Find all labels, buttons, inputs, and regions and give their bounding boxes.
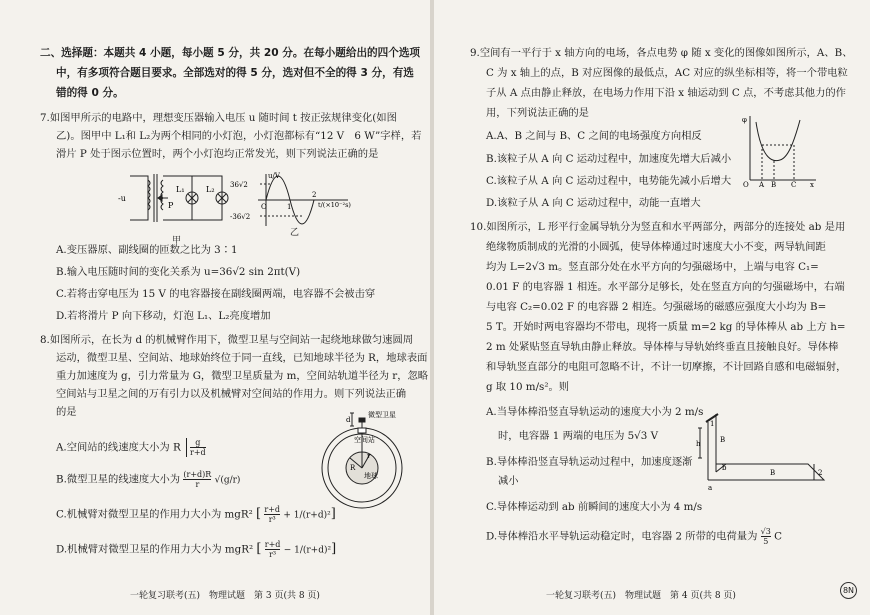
q7-fig-jia-caption: 甲 — [172, 236, 182, 246]
q10-fig-n2-label: 2 — [818, 469, 823, 477]
q8-fig-earth-label: 地球 — [364, 472, 378, 480]
q10-stem-2: 绝缘物质制成的光滑的小圆弧，使导体棒通过时速度大小不变，两导轨间距 — [486, 241, 826, 253]
q8-stem-5: 的是 — [56, 406, 77, 418]
q10-option-d-label: D.导体棒沿水平导轨运动稳定时，电容器 2 所带的电荷量为 — [486, 530, 758, 543]
q8-option-d-num: r+d — [264, 540, 281, 549]
q7-y-top-label: 36√2 — [230, 181, 248, 189]
q10-stem-7: 2 m 处紧贴竖直导轨由静止释放。导体棒与导轨始终垂直且接触良好。导体棒 — [486, 341, 839, 353]
q7-y-bot-label: -36√2 — [230, 213, 251, 221]
section-title-line-1: 二、选择题：本题共 4 小题，每小题 5 分，共 20 分。在每小题给出的四个选项 — [40, 47, 421, 59]
q9-option-a: A.A、B 之间与 B、C 之间的电场强度方向相反 — [486, 130, 702, 142]
q9-option-b: B.该粒子从 A 向 C 运动过程中，加速度先增大后减小 — [486, 153, 732, 165]
q9-graph-origin-label: O — [743, 181, 749, 188]
q8-stem-3: 重力加速度为 g，引力常量为 G，微型卫星质量为 m，空间站轨道半径为 r，忽略 — [56, 370, 429, 382]
right-page-footer: 一轮复习联考(五) 物理试题 第 4 页(共 8 页) — [546, 591, 736, 601]
q8-fig-r-label: r — [367, 452, 371, 460]
q9-option-d: D.该粒子从 A 向 C 运动过程中，动能一直增大 — [486, 197, 701, 209]
q8-stem-2: 运动，微型卫星、空间站、地球始终位于同一直线，已知地球半径为 R，地球表面 — [56, 352, 428, 364]
q8-fig-satellite-label: 微型卫星 — [368, 411, 396, 419]
q9-option-c: C.该粒子从 A 向 C 运动过程中，电势能先减小后增大 — [486, 175, 732, 187]
q7-fig-u-label: -u — [118, 194, 126, 203]
q8-option-c-num: r+d — [264, 505, 281, 514]
q8-option-b-den: r — [195, 480, 200, 489]
q8-option-b-label: B.微型卫星的线速度大小为 — [56, 473, 181, 486]
q10-stem-4: 0.01 F 的电容器 1 相连。水平部分足够长，处在竖直方向的匀强磁场中，右端 — [486, 281, 845, 293]
q9-stem-4: 用，下列说法正确的是 — [486, 107, 589, 119]
q8-option-c-label: C.机械臂对微型卫星的作用力大小为 mgR² — [56, 508, 253, 521]
q8-option-d: D.机械臂对微型卫星的作用力大小为 mgR² [ $\frac{r+d}{\text{r³}}$ − 1/(r+d)²] — [56, 540, 337, 559]
q9-stem-1: 9.空间有一平行于 x 轴方向的电场，各点电势 φ 随 x 变化的图像如图所示，A、B、 — [470, 47, 853, 59]
q9-stem-2: C 为 x 轴上的点，B 对应图像的最低点，AC 对应的纵坐标相等，将一个带电粒 — [486, 67, 848, 79]
q10-fig-b-down-label: B — [770, 469, 776, 477]
q7-fig-l1-label: L₁ — [176, 185, 185, 194]
q7-origin-label: O — [261, 203, 267, 211]
q8-option-a-label: A.空间站的线速度大小为 R — [56, 441, 181, 454]
q7-fig-yi-caption: 乙 — [290, 228, 300, 238]
q8-fig-station-label: 空间站 — [354, 436, 375, 444]
q10-fig-b-up-label: B — [720, 436, 726, 444]
q8-stem-1: 8.如图所示，在长为 d 的机械臂作用下，微型卫星与空间站一起绕地球做匀速圆周 — [40, 334, 414, 346]
q7-axis-u-label: u/V — [268, 172, 280, 180]
q8-option-b-num: (r+d)R — [183, 470, 212, 479]
q10-option-b-line-2: 减小 — [498, 475, 519, 487]
q10-stem-1: 10.如图所示，L 形平行金属导轨分为竖直和水平两部分，两部分的连接处 ab 是用 — [470, 221, 846, 233]
q10-option-d — [486, 527, 782, 546]
q7-option-c: C.若将击穿电压为 15 V 的电容器接在副线圈两端，电容器不会被击穿 — [56, 288, 376, 300]
q8-option-c-den: r³ — [268, 515, 276, 524]
q10-option-d-den: 5 — [763, 537, 769, 546]
q10-option-d-unit: C — [774, 530, 783, 543]
q10-stem-9: g 取 10 m/s²。则 — [486, 381, 570, 393]
q7-stem-3: 滑片 P 处于图示位置时，两个小灯泡均正常发光，则下列说法正确的是 — [56, 148, 379, 160]
q8-option-b-tail: √(g/r) — [214, 475, 241, 486]
q7-option-b: B.输入电压随时间的变化关系为 u=36√2 sin 2πt(V) — [56, 266, 301, 278]
q8-option-d-label: D.机械臂对微型卫星的作用力大小为 mgR² — [56, 543, 254, 556]
q7-axis-t-label: t/(×10⁻²s) — [318, 201, 351, 209]
q8-option-c: C.机械臂对微型卫星的作用力大小为 mgR² [ $\frac{r+d}{\text{r³}}$ + 1/(r+d)²] — [56, 505, 336, 524]
q8-fig-R-label: R — [350, 464, 356, 472]
q10-fig-h-label: h — [696, 440, 701, 448]
q9-graph-b-label: B — [771, 181, 777, 188]
q10-fig-a-label: a — [708, 484, 713, 492]
q9-stem-3: 子从 A 点由静止释放，在电场力作用下沿 x 轴运动到 C 点，不考虑其他力的作 — [486, 87, 846, 99]
left-page-footer: 一轮复习联考(五) 物理试题 第 3 页(共 8 页) — [130, 591, 320, 601]
section-title-line-3: 错的得 0 分。 — [56, 87, 124, 99]
q9-graph-x-label: x — [810, 181, 814, 188]
q8-option-a-num: g — [190, 438, 206, 448]
q8-orbit-diagram — [312, 408, 416, 512]
q10-rail-diagram — [696, 408, 830, 496]
q10-fig-b-label: b — [722, 464, 727, 472]
q7-fig-l2-label: L₂ — [206, 185, 215, 194]
q8-option-a — [56, 438, 206, 457]
q10-option-c: C.导体棒运动到 ab 前瞬间的速度大小为 4 m/s — [486, 501, 703, 513]
q8-fig-d-label: d — [346, 416, 351, 424]
q7-stem-1: 7.如图甲所示的电路中，理想变压器输入电压 u 随时间 t 按正弦规律变化(如图 — [40, 112, 397, 124]
q7-circuit-diagram — [118, 168, 236, 230]
q10-stem-5: 与电容 C₂=0.02 F 的电容器 2 相连。匀强磁场的磁感应强度大小均为 B= — [486, 301, 827, 313]
q10-fig-n1-label: 1 — [710, 420, 715, 428]
q7-t1-label: 1 — [287, 203, 292, 211]
q8-option-d-den: r³ — [269, 550, 277, 559]
section-title-line-2: 中，有多项符合题目要求。全部选对的得 5 分，选对但不全的得 3 分，有选 — [56, 67, 414, 79]
q10-stem-8: 和导轨竖直部分的电阻可忽略不计，不计一切摩擦，不计回路自感和电磁辐射， — [486, 361, 847, 373]
q7-sine-graph — [230, 170, 354, 228]
q10-stem-3: 均为 L=2√3 m。竖直部分处在水平方向的匀强磁场中，上端与电容 C₁= — [486, 261, 819, 273]
q10-stem-6: 5 T。开始时两电容器均不带电，现将一质量 m=2 kg 的导体棒从 ab 上方 h= — [486, 321, 846, 333]
q10-option-a-line-1: A.当导体棒沿竖直导轨运动的速度大小为 2 m/s — [486, 406, 704, 418]
q8-stem-4: 空间站与卫星之间的万有引力以及机械臂对空间站的作用力。则下列说法正确 — [56, 388, 407, 400]
q7-option-d: D.若将滑片 P 向下移动，灯泡 L₁、L₂亮度增加 — [56, 310, 271, 322]
q9-potential-graph — [742, 112, 818, 188]
q9-graph-a-label: A — [759, 181, 765, 188]
q7-fig-p-label: P — [168, 201, 174, 210]
q8-option-b — [56, 470, 240, 489]
q9-graph-phi-label: φ — [742, 116, 747, 124]
q10-option-b-line-1: B.导体棒沿竖直导轨运动过程中，加速度逐渐 — [486, 456, 693, 468]
page-badge: 8N — [840, 582, 857, 599]
q7-stem-2: 乙)。图甲中 L₁和 L₂为两个相同的小灯泡，小灯泡都标有“12 V 6 W”字样，若 — [56, 130, 422, 142]
q10-option-a-line-2: 时，电容器 1 两端的电压为 5√3 V — [498, 430, 659, 442]
q8-option-d-tail: − 1/(r+d)² — [283, 545, 332, 556]
q10-option-d-num: √3 — [760, 527, 771, 536]
q8-option-c-tail: + 1/(r+d)² — [283, 510, 331, 521]
q9-graph-c-label: C — [791, 181, 797, 188]
q7-t2-label: 2 — [312, 191, 317, 199]
q8-option-a-den: r+d — [190, 448, 206, 457]
q7-option-a: A.变压器原、副线圈的匝数之比为 3∶1 — [56, 244, 238, 256]
